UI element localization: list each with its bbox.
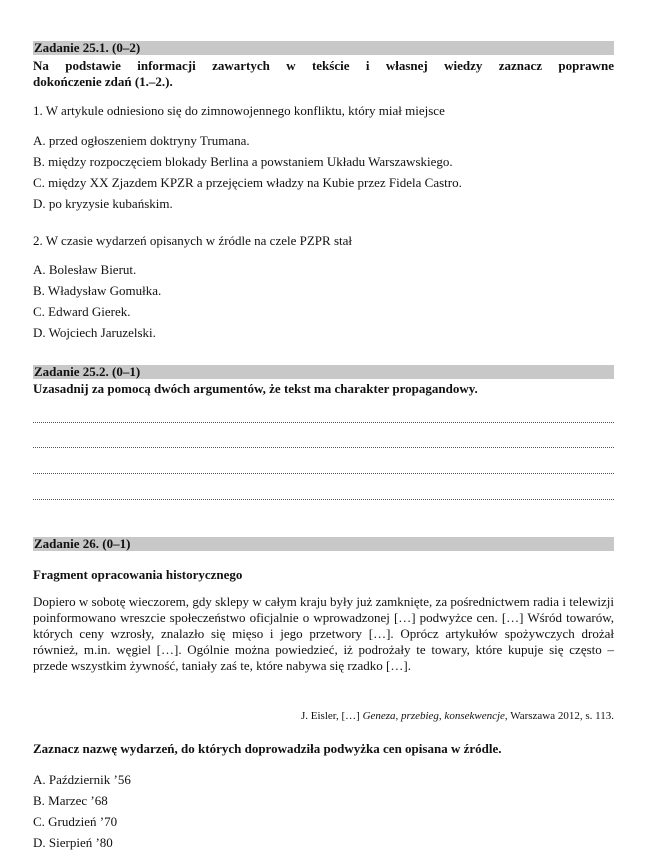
task-25-1-header: Zadanie 25.1. (0–2) xyxy=(33,41,614,55)
task-25-2-instruction: Uzasadnij za pomocą dwóch argumentów, że tekst ma charakter propagandowy. xyxy=(33,381,478,396)
answer-line-2[interactable] xyxy=(33,445,614,448)
q2-option-b[interactable]: B. Władysław Gomułka. xyxy=(33,283,162,298)
question-1: 1. W artykule odniesiono się do zimnowojennego konfliktu, który miał miejsce xyxy=(33,103,445,118)
q2-option-a[interactable]: A. Bolesław Bierut. xyxy=(33,262,137,277)
task-26-question: Zaznacz nazwę wydarzeń, do których doprowadziła podwyżka cen opisana w źródle. xyxy=(33,741,502,756)
task-25-1-instruction-line2: dokończenie zdań (1.–2.). xyxy=(33,74,173,89)
q1-option-b[interactable]: B. między rozpoczęciem blokady Berlina a powstaniem Układu Warszawskiego. xyxy=(33,154,453,169)
answer-line-3[interactable] xyxy=(33,471,614,474)
source-text: Dopiero w sobotę wieczorem, gdy sklepy w całym kraju były już zamknięte, za pośrednictwem radia i telewizji poinformowano wreszcie społeczeństwo oficjalnie o wprowadzonej […] podwyżce cen. […] Wśród towarów, których ceny wzrosły, znalazło się mięso i jego przetwory […]. Oprócz artykułów spożywczych drożał również, m.in. węgiel […]. Ogólnie można powiedzieć, iż podrożały te towary, które kupuje się często – przede wszystkim żywność, taniały zaś te, które nabywa się rzadko […]. xyxy=(33,594,614,673)
task-25-2-header: Zadanie 25.2. (0–1) xyxy=(33,365,614,379)
citation-title: Geneza, przebieg, konsekwencje xyxy=(362,710,505,722)
answer-line-4[interactable] xyxy=(33,497,614,500)
task-26-option-a[interactable]: A. Październik ’56 xyxy=(33,772,131,787)
source-citation xyxy=(301,709,614,723)
source-heading: Fragment opracowania historycznego xyxy=(33,567,243,582)
question-2: 2. W czasie wydarzeń opisanych w źródle na czele PZPR stał xyxy=(33,233,352,248)
q2-option-c[interactable]: C. Edward Gierek. xyxy=(33,304,131,319)
task-26-header: Zadanie 26. (0–1) xyxy=(33,537,614,551)
q1-option-c[interactable]: C. między XX Zjazdem KPZR a przejęciem władzy na Kubie przez Fidela Castro. xyxy=(33,175,462,190)
task-26-option-d[interactable]: D. Sierpień ’80 xyxy=(33,835,113,850)
citation-rest: , Warszawa 2012, s. 113. xyxy=(504,710,614,722)
answer-line-1[interactable] xyxy=(33,420,614,423)
q1-option-d[interactable]: D. po kryzysie kubańskim. xyxy=(33,196,173,211)
task-25-1-instruction-line1: Na podstawie informacji zawartych w tekście i własnej wiedzy zaznacz poprawne xyxy=(33,58,614,73)
task-26-option-b[interactable]: B. Marzec ’68 xyxy=(33,793,108,808)
citation-author: J. Eisler, […] xyxy=(300,710,363,722)
task-26-option-c[interactable]: C. Grudzień ’70 xyxy=(33,814,118,829)
q2-option-d[interactable]: D. Wojciech Jaruzelski. xyxy=(33,325,156,340)
q1-option-a[interactable]: A. przed ogłoszeniem doktryny Trumana. xyxy=(33,133,250,148)
